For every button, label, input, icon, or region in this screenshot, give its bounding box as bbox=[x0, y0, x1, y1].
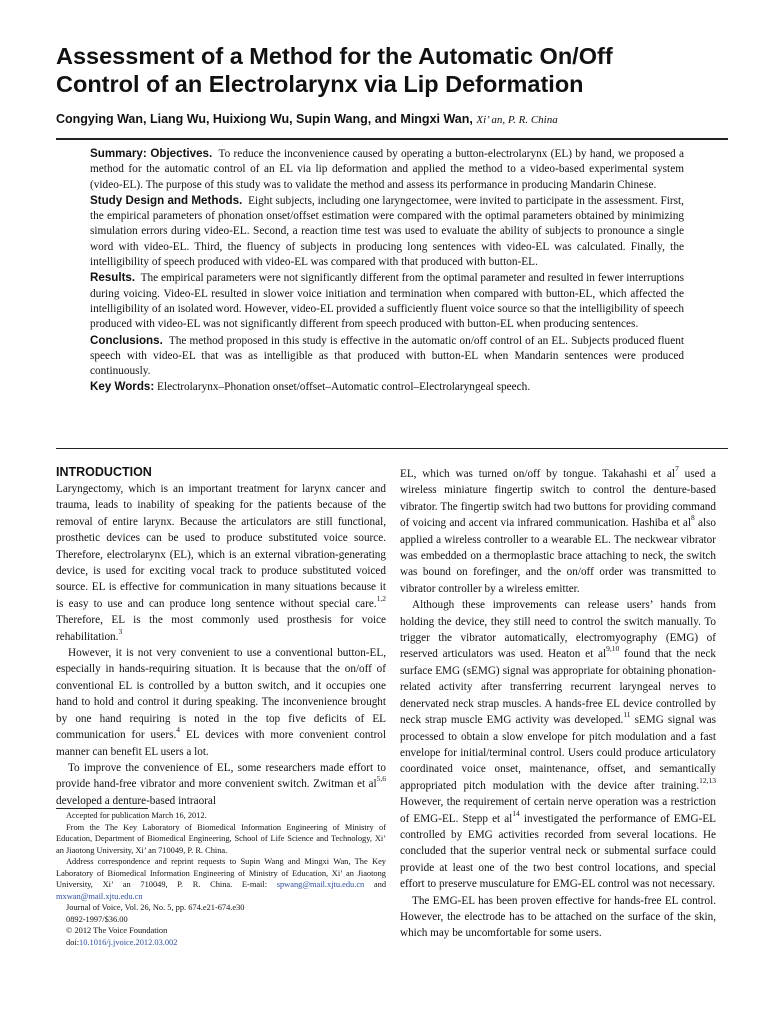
intro-paragraph-6: The EMG-EL has been proven effective for hands-free EL control. However, the electrode has to be attached on the surface of the skin, which may be uncomfortable for some users. bbox=[400, 894, 716, 940]
conclusions-text: The method proposed in this study is effective in the automatic on/off control of an EL. Subjects produced fluent speech with video-EL that was as intelligible as that produced with button-EL when Mandarin sentences were produced continuously. bbox=[90, 334, 684, 378]
citation: 11 bbox=[623, 710, 631, 720]
abstract bbox=[90, 146, 684, 396]
text-span: To improve the convenience of EL, some researchers made effort to provide hand-free vibrator and more convenient switch. Zwitman et al bbox=[56, 761, 386, 791]
footnote-copyright: © 2012 The Voice Foundation bbox=[66, 926, 168, 935]
introduction-heading: INTRODUCTION bbox=[56, 465, 152, 479]
doi-link[interactable]: 10.1016/j.jvoice.2012.03.002 bbox=[79, 937, 178, 947]
author-line bbox=[56, 112, 736, 126]
citation: 4 bbox=[176, 725, 181, 735]
text-span: Although these improvements can release users’ hands from holding the device, they still need to control the switch manually. To trigger the vibrator automatically, electromyography (EMG) of reserved articulators was used. Heaton et al bbox=[400, 599, 716, 661]
article-title bbox=[56, 42, 736, 98]
text-span: However, the requirement of certain nerve operation was a restriction of EMG-EL. Stepp et al bbox=[400, 796, 716, 825]
abstract-keywords bbox=[90, 379, 684, 395]
footnote-affiliation: From the The Key Laboratory of Biomedical Information Engineering of Ministry of Education, Department of Biomedical Engineering, School of Life Science and Technology, Xi’ an Jiaotong University, Xi’ an 710049, P. R. China. bbox=[56, 822, 386, 855]
citation: 8 bbox=[690, 513, 695, 523]
objectives-heading: Summary: Objectives. bbox=[90, 147, 213, 160]
title-line-2: Control of an Electrolarynx via Lip Deformation bbox=[56, 71, 584, 97]
abstract-results bbox=[90, 270, 684, 332]
text-span: investigated the performance of EMG-EL controlled by EMG activities recorded from several locations. He concluded that the superior ventral neck or submental surface could provide at least one of the two best control locations, and special effort to preserve musculature for EMG-EL control was not necessary. bbox=[400, 812, 716, 891]
text-span: found that the neck surface EMG (sEMG) signal was appropriate for obtaining phonation-related activity after transferring recurrent laryngeal nerves to denervated neck strap muscles. A hands-free EL device controlled by neck strap muscle EMG activity was developed. bbox=[400, 648, 716, 727]
citation: 5,6 bbox=[376, 774, 386, 784]
abstract-divider bbox=[56, 448, 728, 449]
results-heading: Results. bbox=[90, 271, 136, 285]
intro-paragraph-1 bbox=[56, 481, 386, 645]
results-text: The empirical parameters were not significantly different from the optimal parameter and resulted in fewer interruptions during voicing. Video-EL resulted in slower voice initiation and termination when compared with button-EL, which affected the intelligibility of an isolated word. However, video-EL provided a sufficiently fluent voice source so that the intelligibility of speech produced with video-EL was not significantly different from speech produced with button-EL when producing sentences. bbox=[90, 272, 684, 331]
intro-paragraph-4 bbox=[400, 466, 716, 597]
text-span: However, it is not very convenient to use a conventional button-EL, especially in hands-requiring situation. It is because that the on/off of conventional EL is controlled by a button switch, and it occupies one hand to hold and control it during speaking. The inconvenience brought by one hand requiring is noted in the top five deficits of EL communication for users. bbox=[56, 647, 386, 742]
citation: 12,13 bbox=[699, 775, 716, 785]
abstract-conclusions bbox=[90, 333, 684, 380]
text-span: Address correspondence and reprint requests to Supin Wang and Mingxi Wan, The Key Laboratory of Biomedical Information Engineering of Ministry of Education, Xi’ an Jiaotong University, Xi’ an 710049, P. R. China. E-mail: bbox=[56, 857, 386, 889]
footnote-doi bbox=[56, 937, 386, 949]
footnote-address bbox=[56, 856, 386, 902]
text-span: also applied a wireless controller to a wearable EL. The neckwear vibrator was embedded on a thermoplastic brace attaching to neck, the switch was bound on forefinger, and the on/off order was transmitted to vibrator controller by a wireless emitter. bbox=[400, 517, 716, 595]
title-divider bbox=[56, 138, 728, 140]
footnote-accepted: Accepted for publication March 16, 2012. bbox=[66, 811, 207, 820]
objectives-text: To reduce the inconvenience caused by operating a button-electrolarynx (EL) by hand, we proposed a method for the automatic control of an EL via lip deformation and applied the method to a video-based experimental system (video-EL). The purpose of this study was to validate the method and assess its performance in producing Mandarin Chinese. bbox=[90, 148, 684, 191]
intro-paragraph-2 bbox=[56, 645, 386, 760]
citation: 14 bbox=[512, 808, 520, 818]
footnote-journal: Journal of Voice, Vol. 26, No. 5, pp. 674.e21-674.e30 bbox=[66, 903, 245, 912]
text-span: used a wireless miniature fingertip switch to control the denture-based vibrator. The fingertip switch had two buttons for providing command of voicing and accent via infrared communication. Hashiba et al bbox=[400, 468, 716, 530]
citation: 7 bbox=[675, 464, 679, 473]
text-span: Therefore, EL is the most commonly used prosthesis for voice rehabilitation. bbox=[56, 614, 386, 643]
title-line-1: Assessment of a Method for the Automatic On/Off bbox=[56, 43, 613, 69]
author-location: Xi’ an, P. R. China bbox=[476, 114, 558, 126]
citation: 9,10 bbox=[606, 644, 620, 654]
intro-paragraph-5 bbox=[400, 597, 716, 892]
text-span: EL, which was turned on/off by tongue. Takahashi et al bbox=[400, 468, 676, 480]
citation: 1,2 bbox=[376, 593, 386, 603]
text-span: sEMG signal was processed to obtain a slow envelope for pitch modulation and a fast envelope for initial/terminal control. Users could produce articulatory coordinated voice onset, maintenance, offset, and semantically appropriated pitch modulation with the device after training. bbox=[400, 714, 716, 792]
keywords-heading: Key Words: bbox=[90, 380, 155, 394]
design-text: Eight subjects, including one laryngectomee, were invited to participate in the assessment. First, the empirical parameters of phonation onset/offset estimation were compared with the optimal parameters obtained by minimizing simulation errors during video-EL. Second, a reaction time test was used to evaluate the ability of subjects to pronounce a single word with video-EL. Third, the fluency of subjects in producing long sentences with video-EL was calculated. Finally, the intelligibility of speech produced with video-EL was compared with that produced with button-EL. bbox=[90, 194, 684, 269]
footnote-issn: 0892-1997/$36.00 bbox=[66, 914, 128, 924]
text-span: EL devices with more convenient control manner can benefit EL users a lot. bbox=[56, 729, 386, 758]
conclusions-heading: Conclusions. bbox=[90, 333, 163, 347]
footnote-divider bbox=[56, 808, 148, 809]
design-heading: Study Design and Methods. bbox=[90, 193, 243, 207]
citation: 3 bbox=[118, 626, 123, 636]
text-span: developed a denture-based intraoral bbox=[56, 794, 216, 807]
footnotes bbox=[56, 810, 386, 948]
author-names: Congying Wan, Liang Wu, Huixiong Wu, Supin Wang, and Mingxi Wan, bbox=[56, 112, 473, 126]
intro-paragraph-3 bbox=[56, 760, 386, 809]
email-link-2[interactable]: mxwan@mail.xjtu.edu.cn bbox=[56, 891, 143, 901]
abstract-design bbox=[90, 193, 684, 270]
text-span: and bbox=[373, 880, 387, 889]
text-span: doi: bbox=[66, 937, 80, 947]
right-column bbox=[400, 466, 716, 942]
text-span: Laryngectomy, which is an important treatment for larynx cancer and trauma, leads to inability of speaking for the patients because of the removal of entire larynx. Because the articulators are still functional, prosthetic devices can be used to produce substituted voice source. Therefore, electrolarynx (EL), which is an external vibration-generating device, is used for exciting vocal track to produce substituted voiced source. EL is effective for communication in many situations because it is easy to use and can produce long sentence without special care. bbox=[56, 483, 386, 610]
abstract-objectives bbox=[90, 146, 684, 193]
email-link-1[interactable]: spwang@mail.xjtu.edu.cn bbox=[276, 880, 365, 889]
left-column bbox=[56, 464, 386, 809]
keywords-text: Electrolarynx–Phonation onset/offset–Automatic control–Electrolaryngeal speech. bbox=[157, 381, 531, 394]
